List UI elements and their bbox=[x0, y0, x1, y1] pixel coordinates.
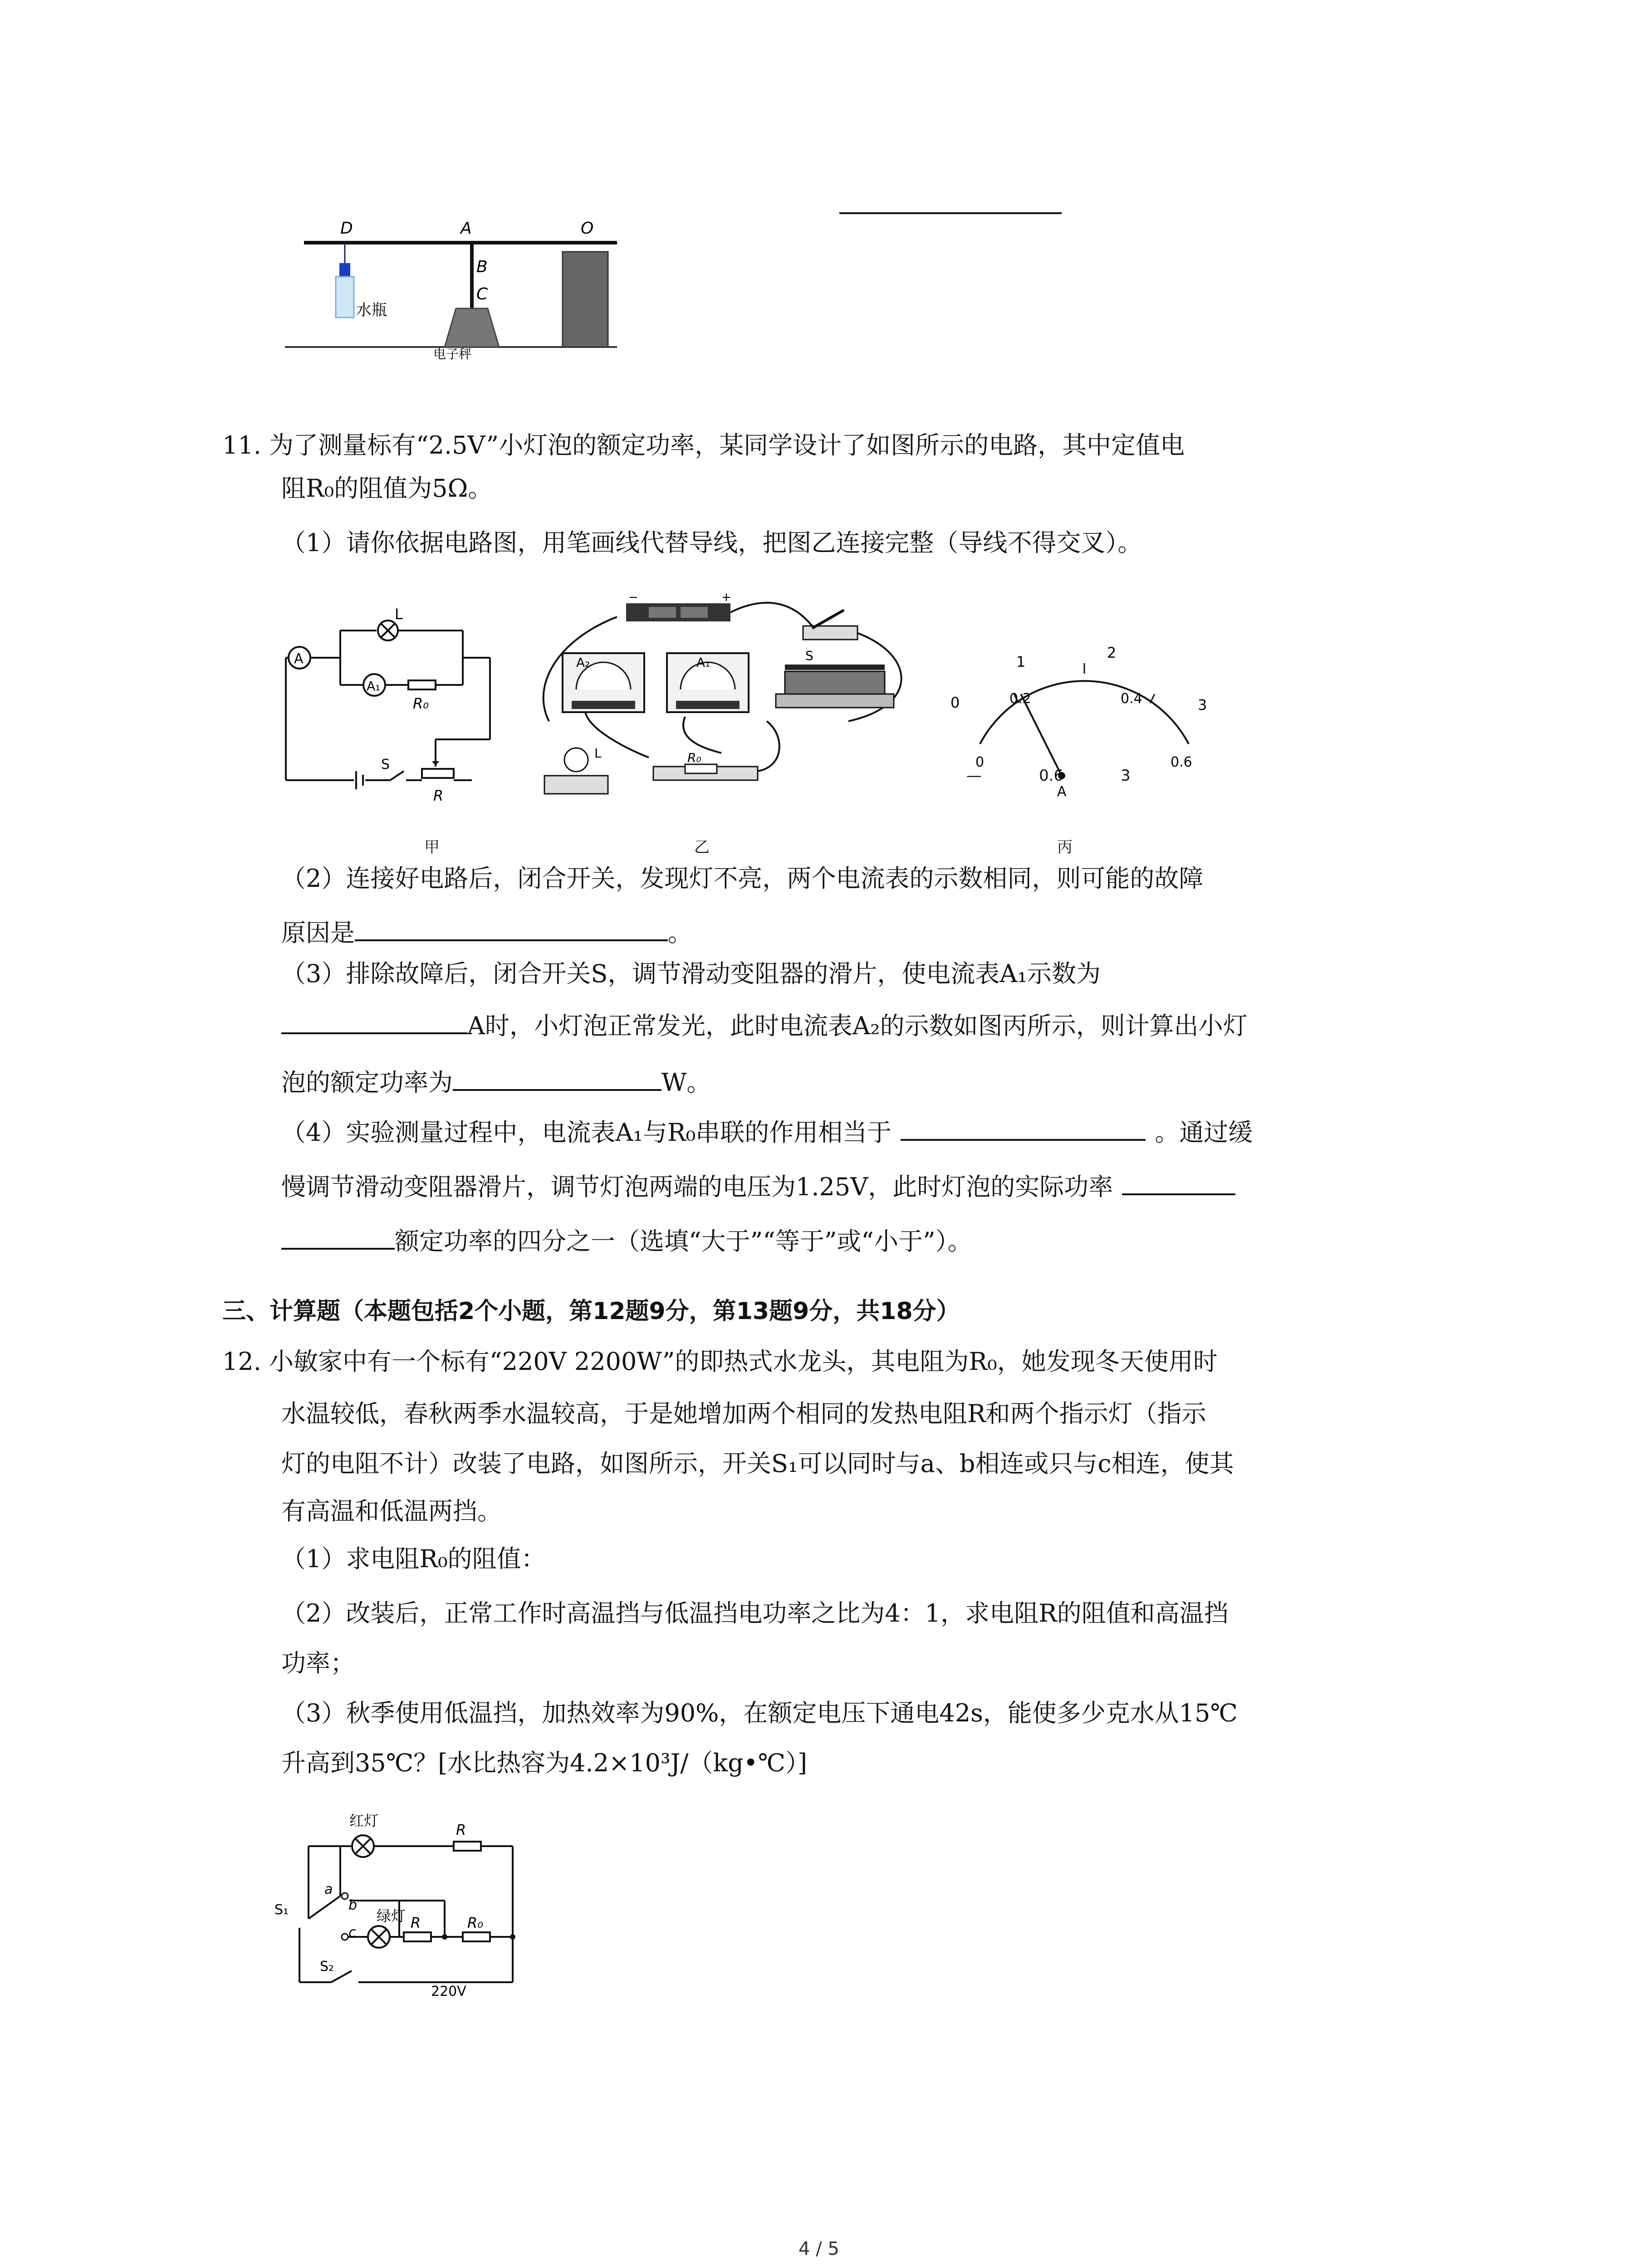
yi-R0: R₀ bbox=[687, 750, 701, 765]
label-C: C bbox=[476, 285, 488, 303]
q12-sub2-line2: 功率； bbox=[281, 1649, 355, 1677]
label-B: B bbox=[476, 258, 488, 276]
jia-R0: R₀ bbox=[413, 695, 429, 712]
q11-part2-blank[interactable] bbox=[355, 935, 668, 941]
yi-A1: A₁ bbox=[696, 655, 710, 670]
q12-line3: 灯的电阻不计）改装了电路，如图所示，开关S₁可以同时与a、b相连或只与c相连，使其 bbox=[281, 1449, 1234, 1478]
figure-heater-circuit bbox=[272, 1801, 526, 2000]
label-R-mid: R bbox=[411, 1914, 421, 1931]
q11-part4-line3 bbox=[281, 1229, 972, 1254]
q11-line2: 阻R₀的阻值为5Ω。 bbox=[281, 474, 493, 503]
q12-sub2-line1: （2）改装后，正常工作时高温挡与低温挡电功率之比为4：1，求电阻R的阻值和高温挡 bbox=[281, 1599, 1229, 1628]
q11-part4-text1: （4）实验测量过程中，电流表A₁与R₀串联的作用相当于 bbox=[281, 1118, 892, 1147]
svg-text:−: − bbox=[628, 591, 638, 604]
dial-terminal-0-6: 0.6 bbox=[1039, 767, 1064, 785]
label-D: D bbox=[340, 219, 353, 238]
dial-bottom-0-4: 0.4 bbox=[1121, 691, 1142, 707]
q11-part2-end: 。 bbox=[668, 919, 692, 947]
dial-top-1: 1 bbox=[1016, 653, 1026, 670]
q11-line1: 11. 为了测量标有“2.5V”小灯泡的额定功率，某同学设计了如图所示的电路，其中定值电 bbox=[222, 431, 1185, 459]
q11-part3-blank1[interactable] bbox=[281, 1028, 467, 1034]
jia-A1: A₁ bbox=[367, 679, 381, 694]
q12-line4: 有高温和低温两挡。 bbox=[281, 1497, 502, 1525]
q11-part3-text2: A时，小灯泡正常发光，此时电流表A₂的示数如图丙所示，则计算出小灯 bbox=[467, 1012, 1248, 1040]
fig-label-yi: 乙 bbox=[694, 838, 710, 856]
dial-bottom-0-2: 0.2 bbox=[1009, 691, 1031, 707]
label-S2: S₂ bbox=[320, 1959, 334, 1975]
jia-L: L bbox=[395, 606, 403, 623]
label-S1: S₁ bbox=[274, 1902, 289, 1918]
q11-part3-text3: 泡的额定功率为 bbox=[281, 1068, 453, 1097]
q12-sub1: （1）求电阻R₀的阻值： bbox=[281, 1545, 546, 1573]
q12-sub3-line2: 升高到35℃？[水比热容为4.2×10³J/（kg•℃）] bbox=[281, 1749, 808, 1777]
dial-needle-label: A bbox=[1057, 784, 1067, 800]
q11-part4-blank2b[interactable] bbox=[281, 1243, 395, 1250]
q11-part4-text3: 慢调节滑动变阻器滑片，调节灯泡两端的电压为1.25V，此时灯泡的实际功率 bbox=[281, 1173, 1113, 1201]
dial-bottom-0-6: 0.6 bbox=[1171, 754, 1192, 770]
dial-top-2: 2 bbox=[1107, 644, 1117, 661]
page-number: 4 / 5 bbox=[798, 2239, 839, 2259]
yi-L: L bbox=[594, 746, 602, 761]
q11-part3-line2 bbox=[281, 1014, 1248, 1038]
q12-line1: 12. 小敏家中有一个标有“220V 2200W”的即热式水龙头，其电阻为R₀，她发现冬天使用时 bbox=[222, 1347, 1218, 1376]
figure-ammeter-dial bbox=[935, 635, 1225, 816]
label-scale: 电子秤 bbox=[433, 347, 472, 362]
dial-terminal-minus: — bbox=[966, 767, 982, 785]
q11-part4-blank1[interactable] bbox=[901, 1134, 1146, 1141]
q12-line2: 水温较低，春秋两季水温较高，于是她增加两个相同的发热电阻R和两个指示灯（指示 bbox=[281, 1399, 1206, 1428]
label-bottle: 水瓶 bbox=[356, 301, 387, 319]
yi-A2: A₂ bbox=[576, 655, 590, 670]
label-green-lamp: 绿灯 bbox=[377, 1907, 406, 1925]
dial-bottom-0: 0 bbox=[975, 754, 985, 770]
label-c: c bbox=[348, 1925, 356, 1941]
q11-part4-line1 bbox=[281, 1120, 1253, 1145]
figure-circuit-yi bbox=[531, 585, 930, 812]
q11-part4-line2 bbox=[281, 1175, 1235, 1199]
dial-top-3: 3 bbox=[1198, 696, 1207, 714]
label-220V: 220V bbox=[431, 1984, 466, 1999]
label-a: a bbox=[324, 1882, 333, 1897]
label-A: A bbox=[460, 219, 472, 238]
q12-sub3-line1: （3）秋季使用低温挡，加热效率为90%，在额定电压下通电42s，能使多少克水从15℃ bbox=[281, 1699, 1238, 1727]
label-O: O bbox=[581, 219, 594, 238]
fig-label-jia: 甲 bbox=[424, 838, 440, 856]
q11-part4-text2: 。通过缓 bbox=[1155, 1118, 1253, 1147]
label-R-top: R bbox=[456, 1821, 466, 1838]
top-answer-blank[interactable] bbox=[839, 212, 1062, 214]
q11-part2-line2 bbox=[281, 921, 692, 945]
jia-S: S bbox=[381, 757, 390, 772]
q11-part4-text4: 额定功率的四分之一（选填“大于”“等于”或“小于”）。 bbox=[395, 1227, 972, 1256]
jia-R: R bbox=[433, 787, 444, 804]
q11-part2-text: 原因是 bbox=[281, 919, 355, 947]
jia-A: A bbox=[294, 651, 304, 667]
figure-lever-scale bbox=[281, 213, 617, 362]
section-heading-calculation: 三、计算题（本题包括2个小题，第12题9分，第13题9分，共18分） bbox=[222, 1298, 960, 1325]
label-b: b bbox=[348, 1897, 358, 1913]
figure-circuit-jia bbox=[281, 594, 517, 807]
fig-label-bing: 丙 bbox=[1057, 838, 1073, 856]
q11-part4-blank2a[interactable] bbox=[1122, 1189, 1235, 1195]
dial-top-0: 0 bbox=[950, 694, 960, 711]
q11-part3-line3 bbox=[281, 1070, 711, 1095]
q11-part3-unit: W。 bbox=[661, 1068, 711, 1097]
q11-part2-line1: （2）连接好电路后，闭合开关，发现灯不亮，两个电流表的示数相同，则可能的故障 bbox=[281, 864, 1204, 893]
svg-text:+: + bbox=[721, 591, 731, 604]
label-R0: R₀ bbox=[467, 1914, 484, 1931]
q11-part3-line1: （3）排除故障后，闭合开关S，调节滑动变阻器的滑片，使电流表A₁示数为 bbox=[281, 959, 1101, 988]
q11-part1: （1）请你依据电路图，用笔画线代替导线，把图乙连接完整（导线不得交叉）。 bbox=[281, 528, 1142, 557]
dial-terminal-3: 3 bbox=[1121, 767, 1131, 785]
yi-S: S bbox=[805, 648, 813, 663]
q11-part3-blank2[interactable] bbox=[453, 1085, 661, 1091]
label-red-lamp: 红灯 bbox=[349, 1812, 379, 1829]
